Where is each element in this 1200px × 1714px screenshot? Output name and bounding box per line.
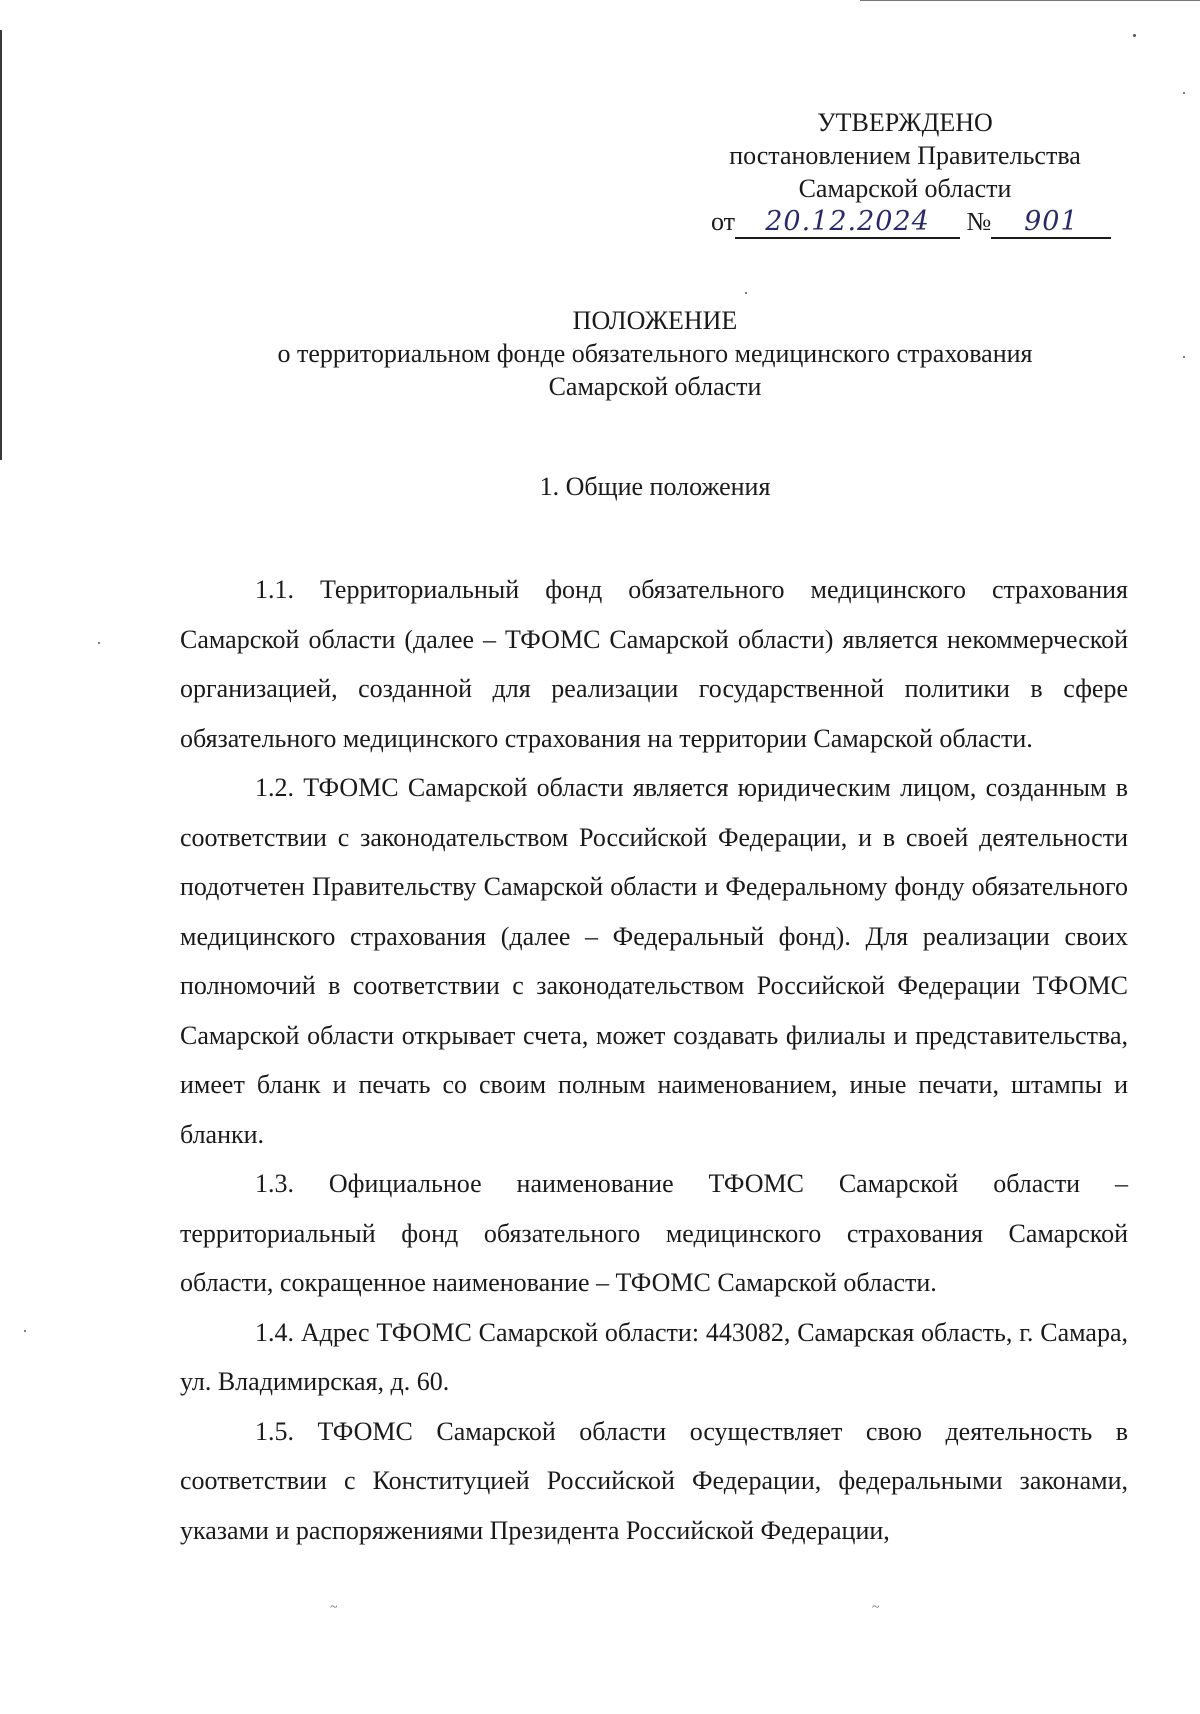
paragraph-1-1: 1.1. Территориальный фонд обязательного медицинского страхования Самарской области (далее – ТФОМС Самарской области) является некоммерческой организацией, созданной для реализации государственной политики в сфере обязательного медицинского страхования на территории Самарской области. (180, 575, 1128, 753)
section-heading: 1. Общие положения (539, 472, 771, 501)
approval-authority-region: Самарской области (798, 174, 1012, 203)
footer-speck: ~ (872, 1600, 880, 1615)
scan-speck (98, 642, 100, 644)
date-field (735, 207, 960, 239)
document-subtitle-line-2: Самарской области (548, 372, 762, 401)
scan-speck (1133, 34, 1136, 37)
paragraph-1-3: 1.3. Официальное наименование ТФОМС Самарской области – территориальный фонд обязательного медицинского страхования Самарской области, сокращенное наименование – ТФОМС Самарской области. (180, 1169, 1128, 1297)
body-text (180, 565, 1128, 1555)
paragraph-1-5: 1.5. ТФОМС Самарской области осуществляет свою деятельность в соответствии с Конституцией Российской Федерации, федеральными законами, указами и распоряжениями Президента Российской Федерации, (180, 1416, 1128, 1545)
paragraph-1-4: 1.4. Адрес ТФОМС Самарской области: 443082, Самарская область, г. Самара, ул. Владимирская, д. 60. (180, 1317, 1128, 1396)
scan-speck (745, 292, 747, 294)
approval-authority: постановлением Правительства (729, 141, 1081, 170)
number-sign: № (966, 207, 992, 236)
number-field (991, 207, 1111, 239)
document-title: ПОЛОЖЕНИЕ (572, 306, 738, 335)
scan-top-line (860, 0, 1200, 1)
scan-speck (24, 1330, 26, 1332)
paragraph-1-2: 1.2. ТФОМС Самарской области является юридическим лицом, созданным в соответствии с законодательством Российской Федерации, и в своей деятельности подотчетен Правительству Самарской области и Федеральному фонду обязательного медицинского страхования (далее – Федеральный фонд). Для реализации своих полномочий в соответствии с законодательством Российской Федерации ТФОМС Самарской области открывает счета, может создавать филиалы и представительства, имеет бланк и печать со своим полным наименованием, иные печати, штампы и бланки. (180, 773, 1128, 1149)
handwritten-date: 20.12.2024 (765, 206, 930, 237)
approval-heading: УТВЕРЖДЕНО (817, 108, 993, 137)
approval-date-line (690, 205, 1120, 239)
approval-block (690, 106, 1120, 239)
document-title-block (0, 304, 1200, 403)
footer-speck: ~ (330, 1600, 338, 1615)
document-subtitle-line-1: о территориальном фонде обязательного медицинского страхования (277, 339, 1033, 368)
handwritten-number: 901 (1024, 206, 1079, 237)
date-prefix: от (711, 207, 736, 236)
scan-speck (1183, 92, 1185, 94)
